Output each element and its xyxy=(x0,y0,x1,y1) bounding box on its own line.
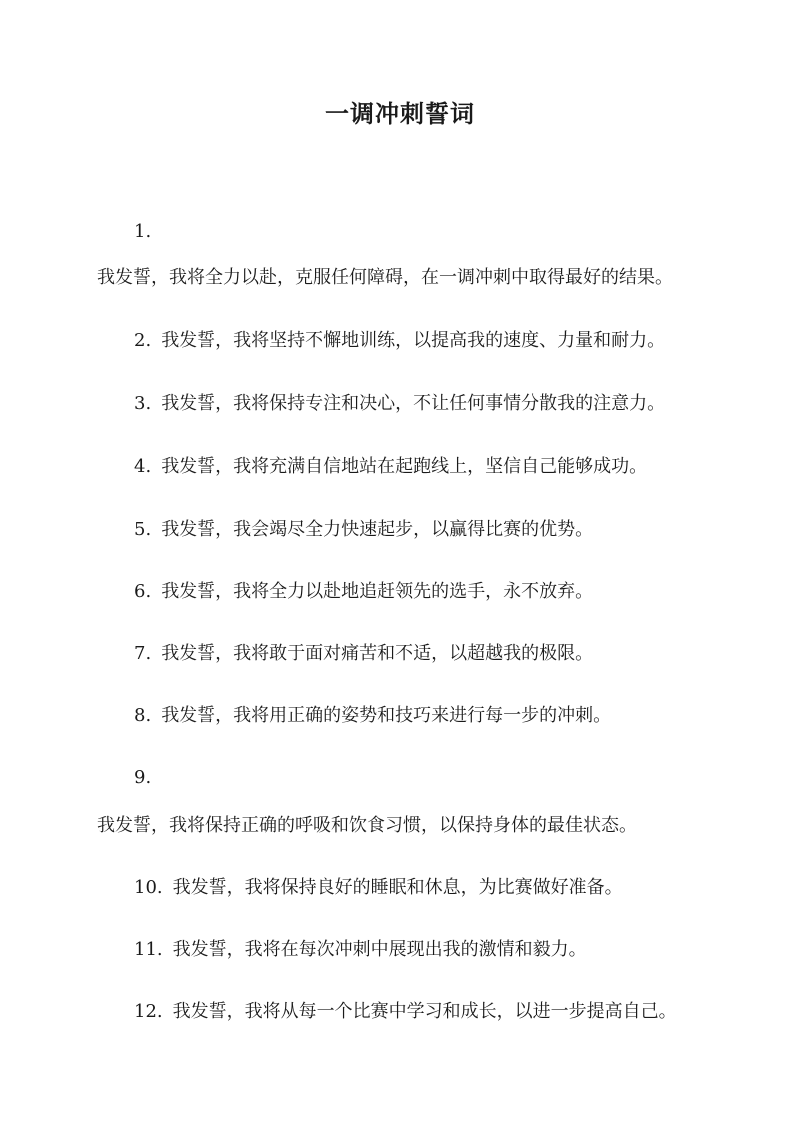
list-item-text: 我发誓，我将坚持不懈地训练，以提高我的速度、力量和耐力。 xyxy=(161,330,666,351)
list-item-number-1: 1. xyxy=(134,221,152,242)
list-item-text: 我发誓，我将在每次冲刺中展现出我的激情和毅力。 xyxy=(172,939,587,960)
list-item-number: 10. xyxy=(134,877,163,898)
list-item-6 xyxy=(134,578,593,606)
list-item-7 xyxy=(134,640,593,668)
list-item-8 xyxy=(134,702,611,730)
list-item-number-9: 9. xyxy=(134,767,152,788)
list-item-11 xyxy=(134,936,587,964)
list-item-text: 我发誓，我将保持专注和决心，不让任何事情分散我的注意力。 xyxy=(161,393,666,414)
list-item-number: 7. xyxy=(134,643,152,664)
list-item-number: 12. xyxy=(134,1001,163,1022)
list-item-text: 我发誓，我将全力以赴地追赶领先的选手，永不放弃。 xyxy=(161,581,594,602)
list-item-text-1: 我发誓，我将全力以赴，克服任何障碍，在一调冲刺中取得最好的结果。 xyxy=(97,267,673,288)
list-item-4 xyxy=(134,453,647,481)
list-item-number: 4. xyxy=(134,456,152,477)
list-item-number: 6. xyxy=(134,581,152,602)
list-item-text: 我发誓，我将敢于面对痛苦和不适，以超越我的极限。 xyxy=(161,643,594,664)
list-item-text: 我发誓，我将用正确的姿势和技巧来进行每一步的冲刺。 xyxy=(161,705,612,726)
list-item-number: 8. xyxy=(134,705,152,726)
list-item-text-9: 我发誓，我将保持正确的呼吸和饮食习惯，以保持身体的最佳状态。 xyxy=(97,815,637,836)
list-item-text: 我发誓，我将从每一个比赛中学习和成长，以进一步提高自己。 xyxy=(172,1001,677,1022)
list-item-text: 我发誓，我会竭尽全力快速起步，以赢得比赛的优势。 xyxy=(161,519,594,540)
list-item-text: 我发誓，我将充满自信地站在起跑线上，坚信自己能够成功。 xyxy=(161,456,648,477)
list-item-12 xyxy=(134,998,677,1026)
list-item-number: 5. xyxy=(134,519,152,540)
list-item-10 xyxy=(134,874,623,902)
list-item-2 xyxy=(134,327,665,355)
page-title: 一调冲刺誓词 xyxy=(325,99,475,128)
list-item-3 xyxy=(134,390,665,418)
list-item-number: 3. xyxy=(134,393,152,414)
list-item-number: 2. xyxy=(134,330,152,351)
list-item-number: 11. xyxy=(134,939,163,960)
list-item-text: 我发誓，我将保持良好的睡眠和休息，为比赛做好准备。 xyxy=(172,877,623,898)
list-item-5 xyxy=(134,516,593,544)
